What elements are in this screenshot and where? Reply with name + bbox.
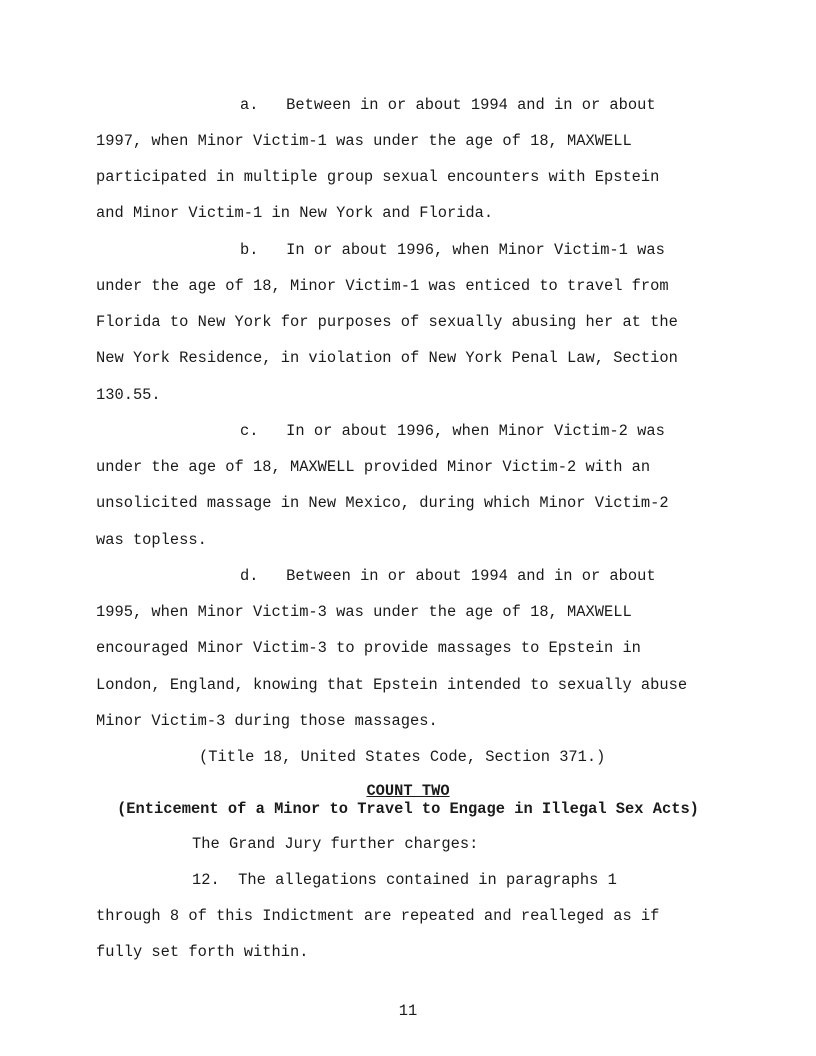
para-12-line-2: through 8 of this Indictment are repeated and realleged as if [96, 907, 660, 925]
para-a-line-3: participated in multiple group sexual encounters with Epstein [96, 168, 660, 186]
statute-citation: (Title 18, United States Code, Section 371.) [199, 748, 606, 766]
para-b-line-1: b. In or about 1996, when Minor Victim-1 was [240, 241, 665, 259]
para-d-line-5: Minor Victim-3 during those massages. [96, 712, 438, 730]
para-a-line-4: and Minor Victim-1 in New York and Florida. [96, 204, 494, 222]
para-b-line-5: 130.55. [96, 386, 161, 404]
count-two-subtitle: (Enticement of a Minor to Travel to Engage in Illegal Sex Acts) [117, 800, 699, 818]
para-d-line-3: encouraged Minor Victim-3 to provide massages to Epstein in [96, 639, 641, 657]
para-b-line-4: New York Residence, in violation of New York Penal Law, Section [96, 349, 678, 367]
para-a-line-2: 1997, when Minor Victim-1 was under the age of 18, MAXWELL [96, 132, 632, 150]
count-two-title: COUNT TWO [366, 782, 450, 800]
para-d-line-1: d. Between in or about 1994 and in or about [240, 567, 656, 585]
para-b-line-2: under the age of 18, Minor Victim-1 was enticed to travel from [96, 277, 669, 295]
para-c-line-1: c. In or about 1996, when Minor Victim-2 was [240, 422, 665, 440]
para-c-line-4: was topless. [96, 531, 207, 549]
para-c-line-2: under the age of 18, MAXWELL provided Minor Victim-2 with an [96, 458, 651, 476]
para-a-line-1: a. Between in or about 1994 and in or about [240, 96, 656, 114]
page-number: 11 [398, 1002, 418, 1020]
para-b-line-3: Florida to New York for purposes of sexually abusing her at the [96, 313, 678, 331]
count-two-intro: The Grand Jury further charges: [192, 835, 479, 853]
para-d-line-2: 1995, when Minor Victim-3 was under the age of 18, MAXWELL [96, 603, 632, 621]
para-12-line-1: 12. The allegations contained in paragraphs 1 [192, 871, 617, 889]
count-two-heading [0, 782, 816, 800]
para-d-line-4: London, England, knowing that Epstein intended to sexually abuse [96, 676, 688, 694]
para-c-line-3: unsolicited massage in New Mexico, during which Minor Victim-2 [96, 494, 669, 512]
para-12-line-3: fully set forth within. [96, 943, 309, 961]
